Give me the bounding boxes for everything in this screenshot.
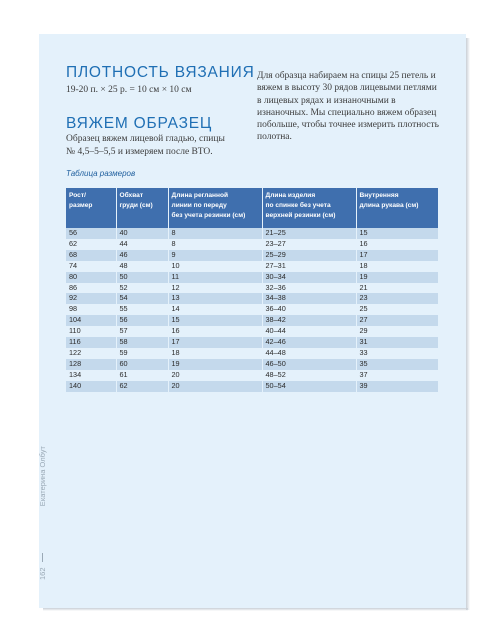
table-cell: 15 xyxy=(168,315,262,326)
table-cell: 35 xyxy=(356,359,438,370)
table-cell: 34–38 xyxy=(262,293,356,304)
header-label: Рост/ размер xyxy=(69,192,93,209)
table-cell: 98 xyxy=(66,304,116,315)
table-row xyxy=(66,283,438,294)
table-row xyxy=(66,381,438,392)
table-cell: 57 xyxy=(116,326,168,337)
table-cell: 18 xyxy=(168,348,262,359)
table-cell: 48 xyxy=(116,261,168,272)
page-number: 162 xyxy=(38,567,47,580)
size-table xyxy=(66,188,438,392)
table-cell: 8 xyxy=(168,239,262,250)
table-cell: 38–42 xyxy=(262,315,356,326)
table-cell: 23–27 xyxy=(262,239,356,250)
table-cell: 20 xyxy=(168,370,262,381)
swatch-text: Образец вяжем лицевой гладью, спицы № 4,5–5–5,5 и измеряем после ВТО. xyxy=(66,134,225,157)
table-row xyxy=(66,272,438,283)
table-cell: 25–29 xyxy=(262,250,356,261)
header-back-length xyxy=(262,188,356,228)
table-cell: 30–34 xyxy=(262,272,356,283)
table-cell: 134 xyxy=(66,370,116,381)
page-shadow-right xyxy=(466,38,470,610)
swatch-heading: ВЯЖЕМ ОБРАЗЕЦ xyxy=(66,115,213,132)
table-cell: 128 xyxy=(66,359,116,370)
header-label: Внутренняя длина рукава (см) xyxy=(359,192,419,209)
header-chest xyxy=(116,188,168,228)
footer-divider xyxy=(42,553,43,562)
table-cell: 17 xyxy=(168,337,262,348)
table-cell: 61 xyxy=(116,370,168,381)
table-header-row xyxy=(66,188,438,228)
header-label: Длина регланной линии по переду без учета резинки (см) xyxy=(171,192,246,219)
table-cell: 140 xyxy=(66,381,116,392)
header-sleeve-length xyxy=(356,188,438,228)
table-row xyxy=(66,261,438,272)
table-cell: 27 xyxy=(356,315,438,326)
table-cell: 15 xyxy=(356,228,438,239)
table-row xyxy=(66,304,438,315)
table-cell: 110 xyxy=(66,326,116,337)
table-row xyxy=(66,228,438,239)
table-cell: 31 xyxy=(356,337,438,348)
table-cell: 56 xyxy=(116,315,168,326)
table-cell: 19 xyxy=(356,272,438,283)
table-row xyxy=(66,337,438,348)
table-cell: 40 xyxy=(116,228,168,239)
table-cell: 25 xyxy=(356,304,438,315)
table-cell: 60 xyxy=(116,359,168,370)
table-cell: 68 xyxy=(66,250,116,261)
table-cell: 55 xyxy=(116,304,168,315)
table-cell: 48–52 xyxy=(262,370,356,381)
density-text: 19-20 п. × 25 р. = 10 см × 10 см xyxy=(66,85,192,95)
page-shadow-bottom xyxy=(43,608,468,611)
table-cell: 11 xyxy=(168,272,262,283)
table-caption: Таблица размеров xyxy=(66,169,136,178)
table-cell: 37 xyxy=(356,370,438,381)
table-row xyxy=(66,250,438,261)
table-cell: 16 xyxy=(168,326,262,337)
table-cell: 44 xyxy=(116,239,168,250)
table-row xyxy=(66,326,438,337)
table-row xyxy=(66,370,438,381)
table-cell: 122 xyxy=(66,348,116,359)
table-cell: 8 xyxy=(168,228,262,239)
table-cell: 116 xyxy=(66,337,116,348)
table-cell: 54 xyxy=(116,293,168,304)
table-cell: 59 xyxy=(116,348,168,359)
table-body xyxy=(66,228,438,392)
table-row xyxy=(66,359,438,370)
table-cell: 86 xyxy=(66,283,116,294)
header-label: Обхват груди (см) xyxy=(119,192,153,209)
table-cell: 21–25 xyxy=(262,228,356,239)
table-cell: 46–50 xyxy=(262,359,356,370)
table-row xyxy=(66,293,438,304)
table-cell: 52 xyxy=(116,283,168,294)
header-label: Длина изделия по спинке без учета верхней резинки (см) xyxy=(265,192,336,219)
header-height-size xyxy=(66,188,116,228)
table-cell: 23 xyxy=(356,293,438,304)
table-cell: 56 xyxy=(66,228,116,239)
table-row xyxy=(66,348,438,359)
header-raglan-length xyxy=(168,188,262,228)
table-cell: 14 xyxy=(168,304,262,315)
table-cell: 29 xyxy=(356,326,438,337)
table-cell: 50–54 xyxy=(262,381,356,392)
table-cell: 27–31 xyxy=(262,261,356,272)
table-cell: 16 xyxy=(356,239,438,250)
side-note-text: Для образца набираем на спицы 25 петель и вяжем в высоту 30 рядов лицевыми петлями в лицевых рядах и изнаночными в изнаночных. Мы специально вяжем образец побольше, чтобы точнее измерить плотность полотна. xyxy=(257,71,439,143)
table-cell: 42–46 xyxy=(262,337,356,348)
table-cell: 104 xyxy=(66,315,116,326)
table-cell: 20 xyxy=(168,381,262,392)
table-cell: 92 xyxy=(66,293,116,304)
table-cell: 39 xyxy=(356,381,438,392)
table-cell: 74 xyxy=(66,261,116,272)
table-cell: 18 xyxy=(356,261,438,272)
table-cell: 36–40 xyxy=(262,304,356,315)
table-cell: 21 xyxy=(356,283,438,294)
table-cell: 62 xyxy=(116,381,168,392)
table-cell: 32–36 xyxy=(262,283,356,294)
table-cell: 80 xyxy=(66,272,116,283)
table-cell: 17 xyxy=(356,250,438,261)
table-cell: 58 xyxy=(116,337,168,348)
density-heading: ПЛОТНОСТЬ ВЯЗАНИЯ xyxy=(66,64,255,81)
table-cell: 46 xyxy=(116,250,168,261)
table-cell: 12 xyxy=(168,283,262,294)
table-cell: 13 xyxy=(168,293,262,304)
table-cell: 19 xyxy=(168,359,262,370)
table-cell: 50 xyxy=(116,272,168,283)
table-cell: 44–48 xyxy=(262,348,356,359)
table-cell: 40–44 xyxy=(262,326,356,337)
table-row xyxy=(66,239,438,250)
table-cell: 33 xyxy=(356,348,438,359)
table-cell: 9 xyxy=(168,250,262,261)
table-cell: 10 xyxy=(168,261,262,272)
author-name: Екатерина Олбут xyxy=(38,446,47,507)
table-row xyxy=(66,315,438,326)
table-cell: 62 xyxy=(66,239,116,250)
